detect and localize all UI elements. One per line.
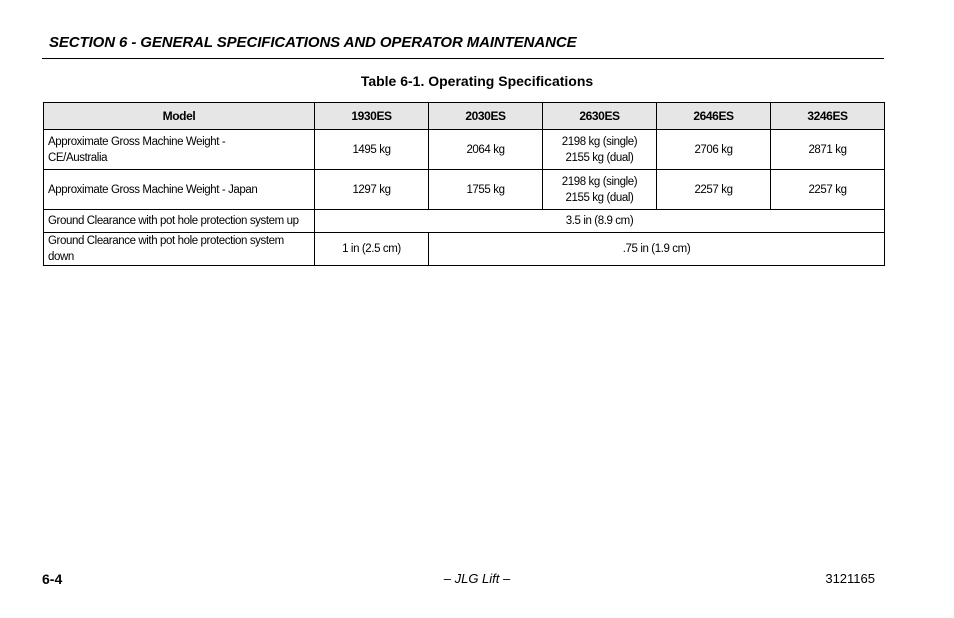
table-cell: 2257 kg [657, 170, 771, 210]
header-rule [42, 58, 884, 59]
table-cell [543, 130, 657, 170]
table-cell: 2871 kg [771, 130, 885, 170]
column-header-3246es: 3246ES [771, 103, 885, 130]
row-label: Ground Clearance with pot hole protection system up [44, 210, 315, 233]
operating-specifications-table [43, 102, 885, 266]
table-cell: 1495 kg [315, 130, 429, 170]
table-cell [543, 170, 657, 210]
table-row [44, 233, 885, 266]
column-header-2030es: 2030ES [429, 103, 543, 130]
table-row [44, 210, 885, 233]
column-header-1930es: 1930ES [315, 103, 429, 130]
row-label-line: Approximate Gross Machine Weight - [48, 135, 226, 148]
footer-center-text: – JLG Lift – [443, 571, 511, 586]
row-label: Approximate Gross Machine Weight - Japan [44, 170, 315, 210]
row-label: Ground Clearance with pot hole protection system down [44, 233, 315, 266]
table-cell: 1 in (2.5 cm) [315, 233, 429, 266]
merged-cell: .75 in (1.9 cm) [429, 233, 885, 266]
merged-cell: 3.5 in (8.9 cm) [315, 210, 885, 233]
cell-line: 2155 kg (dual) [565, 151, 634, 164]
cell-line: 2198 kg (single) [561, 135, 638, 148]
row-label [44, 130, 315, 170]
table-cell: 2706 kg [657, 130, 771, 170]
table-header-row [44, 103, 885, 130]
document-number: 3121165 [825, 571, 875, 586]
cell-line: 2155 kg (dual) [565, 191, 634, 204]
table-row [44, 170, 885, 210]
table-cell: 2257 kg [771, 170, 885, 210]
page-number: 6-4 [42, 571, 63, 587]
row-label-line: CE/Australia [48, 151, 108, 164]
table-cell: 2064 kg [429, 130, 543, 170]
column-header-2630es: 2630ES [543, 103, 657, 130]
table-row [44, 130, 885, 170]
table-cell: 1297 kg [315, 170, 429, 210]
section-title: SECTION 6 - GENERAL SPECIFICATIONS AND OPERATOR MAINTENANCE [49, 34, 577, 51]
column-header-model: Model [44, 103, 315, 130]
table-title: Table 6-1. Operating Specifications [360, 73, 594, 89]
table-cell: 1755 kg [429, 170, 543, 210]
column-header-2646es: 2646ES [657, 103, 771, 130]
cell-line: 2198 kg (single) [561, 175, 638, 188]
